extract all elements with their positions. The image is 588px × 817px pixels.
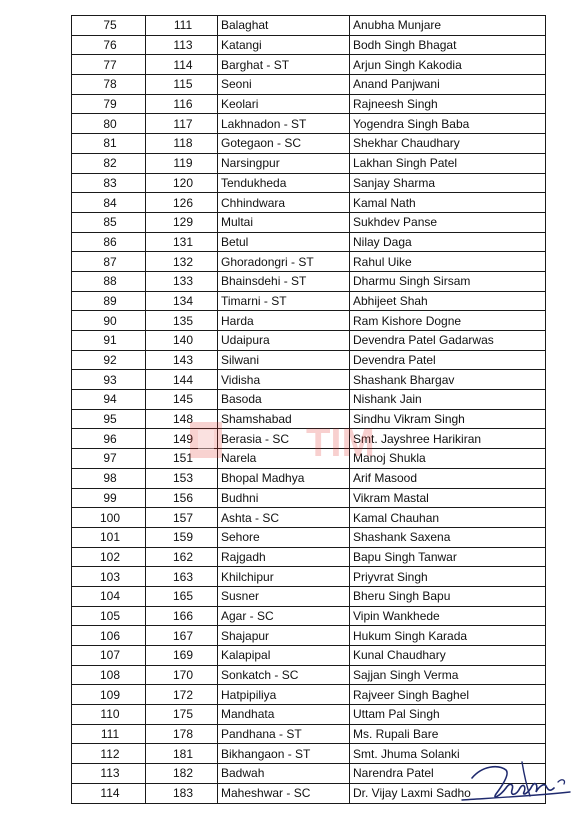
table-row	[72, 606, 546, 626]
candidate-name-cell: Manoj Shukla	[350, 449, 546, 469]
table-row	[72, 527, 546, 547]
constituency-name-cell: Multai	[218, 212, 350, 232]
table-row	[72, 409, 546, 429]
constituency-number-cell: 131	[146, 232, 218, 252]
table-row	[72, 567, 546, 587]
candidate-name-cell: Kamal Chauhan	[350, 508, 546, 528]
constituency-number-cell: 144	[146, 370, 218, 390]
candidate-name-cell: Narendra Patel	[350, 764, 546, 784]
table-row	[72, 646, 546, 666]
candidate-name-cell: Sanjay Sharma	[350, 173, 546, 193]
constituency-name-cell: Timarni - ST	[218, 291, 350, 311]
candidate-name-cell: Anand Panjwani	[350, 75, 546, 95]
constituency-name-cell: Balaghat	[218, 16, 350, 36]
candidate-name-cell: Rajneesh Singh	[350, 94, 546, 114]
serial-number-cell: 85	[72, 212, 146, 232]
candidate-name-cell: Smt. Jayshree Harikiran	[350, 429, 546, 449]
serial-number-cell: 92	[72, 350, 146, 370]
serial-number-cell: 97	[72, 449, 146, 469]
table-row	[72, 75, 546, 95]
candidate-name-cell: Devendra Patel	[350, 350, 546, 370]
table-row	[72, 764, 546, 784]
constituency-name-cell: Betul	[218, 232, 350, 252]
table-row	[72, 114, 546, 134]
constituency-number-cell: 134	[146, 291, 218, 311]
candidate-name-cell: Lakhan Singh Patel	[350, 153, 546, 173]
candidate-table-body	[72, 16, 546, 804]
constituency-number-cell: 126	[146, 193, 218, 213]
table-row	[72, 488, 546, 508]
serial-number-cell: 88	[72, 271, 146, 291]
serial-number-cell: 87	[72, 252, 146, 272]
constituency-name-cell: Keolari	[218, 94, 350, 114]
constituency-number-cell: 175	[146, 705, 218, 725]
constituency-name-cell: Tendukheda	[218, 173, 350, 193]
table-row	[72, 134, 546, 154]
constituency-number-cell: 165	[146, 586, 218, 606]
serial-number-cell: 75	[72, 16, 146, 36]
candidate-name-cell: Arif Masood	[350, 468, 546, 488]
constituency-number-cell: 172	[146, 685, 218, 705]
constituency-name-cell: Maheshwar - SC	[218, 783, 350, 803]
serial-number-cell: 80	[72, 114, 146, 134]
serial-number-cell: 100	[72, 508, 146, 528]
constituency-number-cell: 169	[146, 646, 218, 666]
serial-number-cell: 112	[72, 744, 146, 764]
candidate-name-cell: Yogendra Singh Baba	[350, 114, 546, 134]
table-row	[72, 783, 546, 803]
constituency-name-cell: Narsingpur	[218, 153, 350, 173]
serial-number-cell: 81	[72, 134, 146, 154]
constituency-name-cell: Silwani	[218, 350, 350, 370]
table-row	[72, 271, 546, 291]
constituency-number-cell: 183	[146, 783, 218, 803]
constituency-name-cell: Seoni	[218, 75, 350, 95]
serial-number-cell: 105	[72, 606, 146, 626]
candidate-name-cell: Bheru Singh Bapu	[350, 586, 546, 606]
constituency-name-cell: Shajapur	[218, 626, 350, 646]
constituency-number-cell: 118	[146, 134, 218, 154]
constituency-number-cell: 151	[146, 449, 218, 469]
table-row	[72, 370, 546, 390]
constituency-name-cell: Bikhangaon - ST	[218, 744, 350, 764]
candidate-name-cell: Shekhar Chaudhary	[350, 134, 546, 154]
constituency-name-cell: Katangi	[218, 35, 350, 55]
table-row	[72, 232, 546, 252]
candidate-list-table	[71, 15, 546, 804]
serial-number-cell: 84	[72, 193, 146, 213]
serial-number-cell: 111	[72, 724, 146, 744]
serial-number-cell: 86	[72, 232, 146, 252]
constituency-name-cell: Bhainsdehi - ST	[218, 271, 350, 291]
constituency-name-cell: Ashta - SC	[218, 508, 350, 528]
candidate-name-cell: Shashank Bhargav	[350, 370, 546, 390]
constituency-name-cell: Bhopal Madhya	[218, 468, 350, 488]
table-row	[72, 468, 546, 488]
candidate-name-cell: Sajjan Singh Verma	[350, 665, 546, 685]
serial-number-cell: 94	[72, 390, 146, 410]
constituency-name-cell: Harda	[218, 311, 350, 331]
table-row	[72, 586, 546, 606]
table-row	[72, 705, 546, 725]
constituency-number-cell: 115	[146, 75, 218, 95]
table-row	[72, 331, 546, 351]
constituency-number-cell: 181	[146, 744, 218, 764]
candidate-name-cell: Arjun Singh Kakodia	[350, 55, 546, 75]
constituency-number-cell: 153	[146, 468, 218, 488]
serial-number-cell: 106	[72, 626, 146, 646]
candidate-name-cell: Rahul Uike	[350, 252, 546, 272]
candidate-name-cell: Nilay Daga	[350, 232, 546, 252]
candidate-name-cell: Vipin Wankhede	[350, 606, 546, 626]
serial-number-cell: 107	[72, 646, 146, 666]
candidate-name-cell: Priyvrat Singh	[350, 567, 546, 587]
table-row	[72, 390, 546, 410]
table-row	[72, 724, 546, 744]
table-row	[72, 665, 546, 685]
serial-number-cell: 108	[72, 665, 146, 685]
constituency-name-cell: Barghat - ST	[218, 55, 350, 75]
table-row	[72, 212, 546, 232]
table-row	[72, 429, 546, 449]
serial-number-cell: 103	[72, 567, 146, 587]
table-row	[72, 449, 546, 469]
candidate-name-cell: Dharmu Singh Sirsam	[350, 271, 546, 291]
constituency-name-cell: Kalapipal	[218, 646, 350, 666]
constituency-number-cell: 119	[146, 153, 218, 173]
constituency-name-cell: Lakhnadon - ST	[218, 114, 350, 134]
constituency-number-cell: 117	[146, 114, 218, 134]
constituency-number-cell: 156	[146, 488, 218, 508]
constituency-name-cell: Rajgadh	[218, 547, 350, 567]
serial-number-cell: 114	[72, 783, 146, 803]
constituency-number-cell: 149	[146, 429, 218, 449]
candidate-name-cell: Rajveer Singh Baghel	[350, 685, 546, 705]
constituency-name-cell: Gotegaon - SC	[218, 134, 350, 154]
constituency-name-cell: Berasia - SC	[218, 429, 350, 449]
serial-number-cell: 104	[72, 586, 146, 606]
constituency-number-cell: 182	[146, 764, 218, 784]
constituency-name-cell: Chhindwara	[218, 193, 350, 213]
constituency-number-cell: 162	[146, 547, 218, 567]
constituency-number-cell: 129	[146, 212, 218, 232]
table-row	[72, 35, 546, 55]
candidate-name-cell: Abhijeet Shah	[350, 291, 546, 311]
constituency-name-cell: Susner	[218, 586, 350, 606]
constituency-name-cell: Mandhata	[218, 705, 350, 725]
serial-number-cell: 76	[72, 35, 146, 55]
serial-number-cell: 99	[72, 488, 146, 508]
serial-number-cell: 77	[72, 55, 146, 75]
serial-number-cell: 90	[72, 311, 146, 331]
candidate-name-cell: Kunal Chaudhary	[350, 646, 546, 666]
candidate-name-cell: Devendra Patel Gadarwas	[350, 331, 546, 351]
constituency-name-cell: Hatpipiliya	[218, 685, 350, 705]
constituency-name-cell: Vidisha	[218, 370, 350, 390]
table-row	[72, 252, 546, 272]
constituency-number-cell: 116	[146, 94, 218, 114]
table-row	[72, 626, 546, 646]
candidate-name-cell: Dr. Vijay Laxmi Sadho	[350, 783, 546, 803]
table-row	[72, 508, 546, 528]
table-row	[72, 311, 546, 331]
serial-number-cell: 110	[72, 705, 146, 725]
candidate-name-cell: Uttam Pal Singh	[350, 705, 546, 725]
candidate-name-cell: Vikram Mastal	[350, 488, 546, 508]
constituency-name-cell: Agar - SC	[218, 606, 350, 626]
constituency-number-cell: 148	[146, 409, 218, 429]
candidate-name-cell: Anubha Munjare	[350, 16, 546, 36]
table-row	[72, 547, 546, 567]
candidate-name-cell: Shashank Saxena	[350, 527, 546, 547]
constituency-number-cell: 143	[146, 350, 218, 370]
table-row	[72, 173, 546, 193]
table-row	[72, 94, 546, 114]
serial-number-cell: 96	[72, 429, 146, 449]
constituency-number-cell: 120	[146, 173, 218, 193]
serial-number-cell: 78	[72, 75, 146, 95]
constituency-name-cell: Basoda	[218, 390, 350, 410]
constituency-name-cell: Sonkatch - SC	[218, 665, 350, 685]
table-row	[72, 55, 546, 75]
constituency-number-cell: 163	[146, 567, 218, 587]
serial-number-cell: 93	[72, 370, 146, 390]
table-row	[72, 350, 546, 370]
candidate-name-cell: Ms. Rupali Bare	[350, 724, 546, 744]
candidate-name-cell: Nishank Jain	[350, 390, 546, 410]
candidate-name-cell: Smt. Jhuma Solanki	[350, 744, 546, 764]
constituency-name-cell: Khilchipur	[218, 567, 350, 587]
serial-number-cell: 82	[72, 153, 146, 173]
candidate-name-cell: Sindhu Vikram Singh	[350, 409, 546, 429]
constituency-name-cell: Budhni	[218, 488, 350, 508]
constituency-name-cell: Narela	[218, 449, 350, 469]
candidate-name-cell: Sukhdev Panse	[350, 212, 546, 232]
table-row	[72, 291, 546, 311]
constituency-number-cell: 111	[146, 16, 218, 36]
constituency-name-cell: Pandhana - ST	[218, 724, 350, 744]
constituency-name-cell: Sehore	[218, 527, 350, 547]
constituency-number-cell: 178	[146, 724, 218, 744]
table-row	[72, 193, 546, 213]
serial-number-cell: 109	[72, 685, 146, 705]
table-row	[72, 685, 546, 705]
candidate-name-cell: Ram Kishore Dogne	[350, 311, 546, 331]
serial-number-cell: 113	[72, 764, 146, 784]
candidate-name-cell: Bapu Singh Tanwar	[350, 547, 546, 567]
serial-number-cell: 95	[72, 409, 146, 429]
constituency-name-cell: Shamshabad	[218, 409, 350, 429]
constituency-number-cell: 114	[146, 55, 218, 75]
constituency-number-cell: 159	[146, 527, 218, 547]
constituency-number-cell: 133	[146, 271, 218, 291]
serial-number-cell: 83	[72, 173, 146, 193]
constituency-number-cell: 113	[146, 35, 218, 55]
constituency-name-cell: Ghoradongri - ST	[218, 252, 350, 272]
serial-number-cell: 89	[72, 291, 146, 311]
table-row	[72, 153, 546, 173]
constituency-number-cell: 140	[146, 331, 218, 351]
serial-number-cell: 91	[72, 331, 146, 351]
candidate-name-cell: Hukum Singh Karada	[350, 626, 546, 646]
serial-number-cell: 101	[72, 527, 146, 547]
constituency-number-cell: 132	[146, 252, 218, 272]
table-row	[72, 16, 546, 36]
constituency-name-cell: Badwah	[218, 764, 350, 784]
constituency-number-cell: 135	[146, 311, 218, 331]
serial-number-cell: 98	[72, 468, 146, 488]
watermark-text: TIM	[306, 421, 375, 465]
candidate-name-cell: Bodh Singh Bhagat	[350, 35, 546, 55]
serial-number-cell: 79	[72, 94, 146, 114]
constituency-number-cell: 145	[146, 390, 218, 410]
serial-number-cell: 102	[72, 547, 146, 567]
constituency-number-cell: 170	[146, 665, 218, 685]
constituency-name-cell: Udaipura	[218, 331, 350, 351]
candidate-name-cell: Kamal Nath	[350, 193, 546, 213]
constituency-number-cell: 157	[146, 508, 218, 528]
constituency-number-cell: 167	[146, 626, 218, 646]
table-row	[72, 744, 546, 764]
constituency-number-cell: 166	[146, 606, 218, 626]
